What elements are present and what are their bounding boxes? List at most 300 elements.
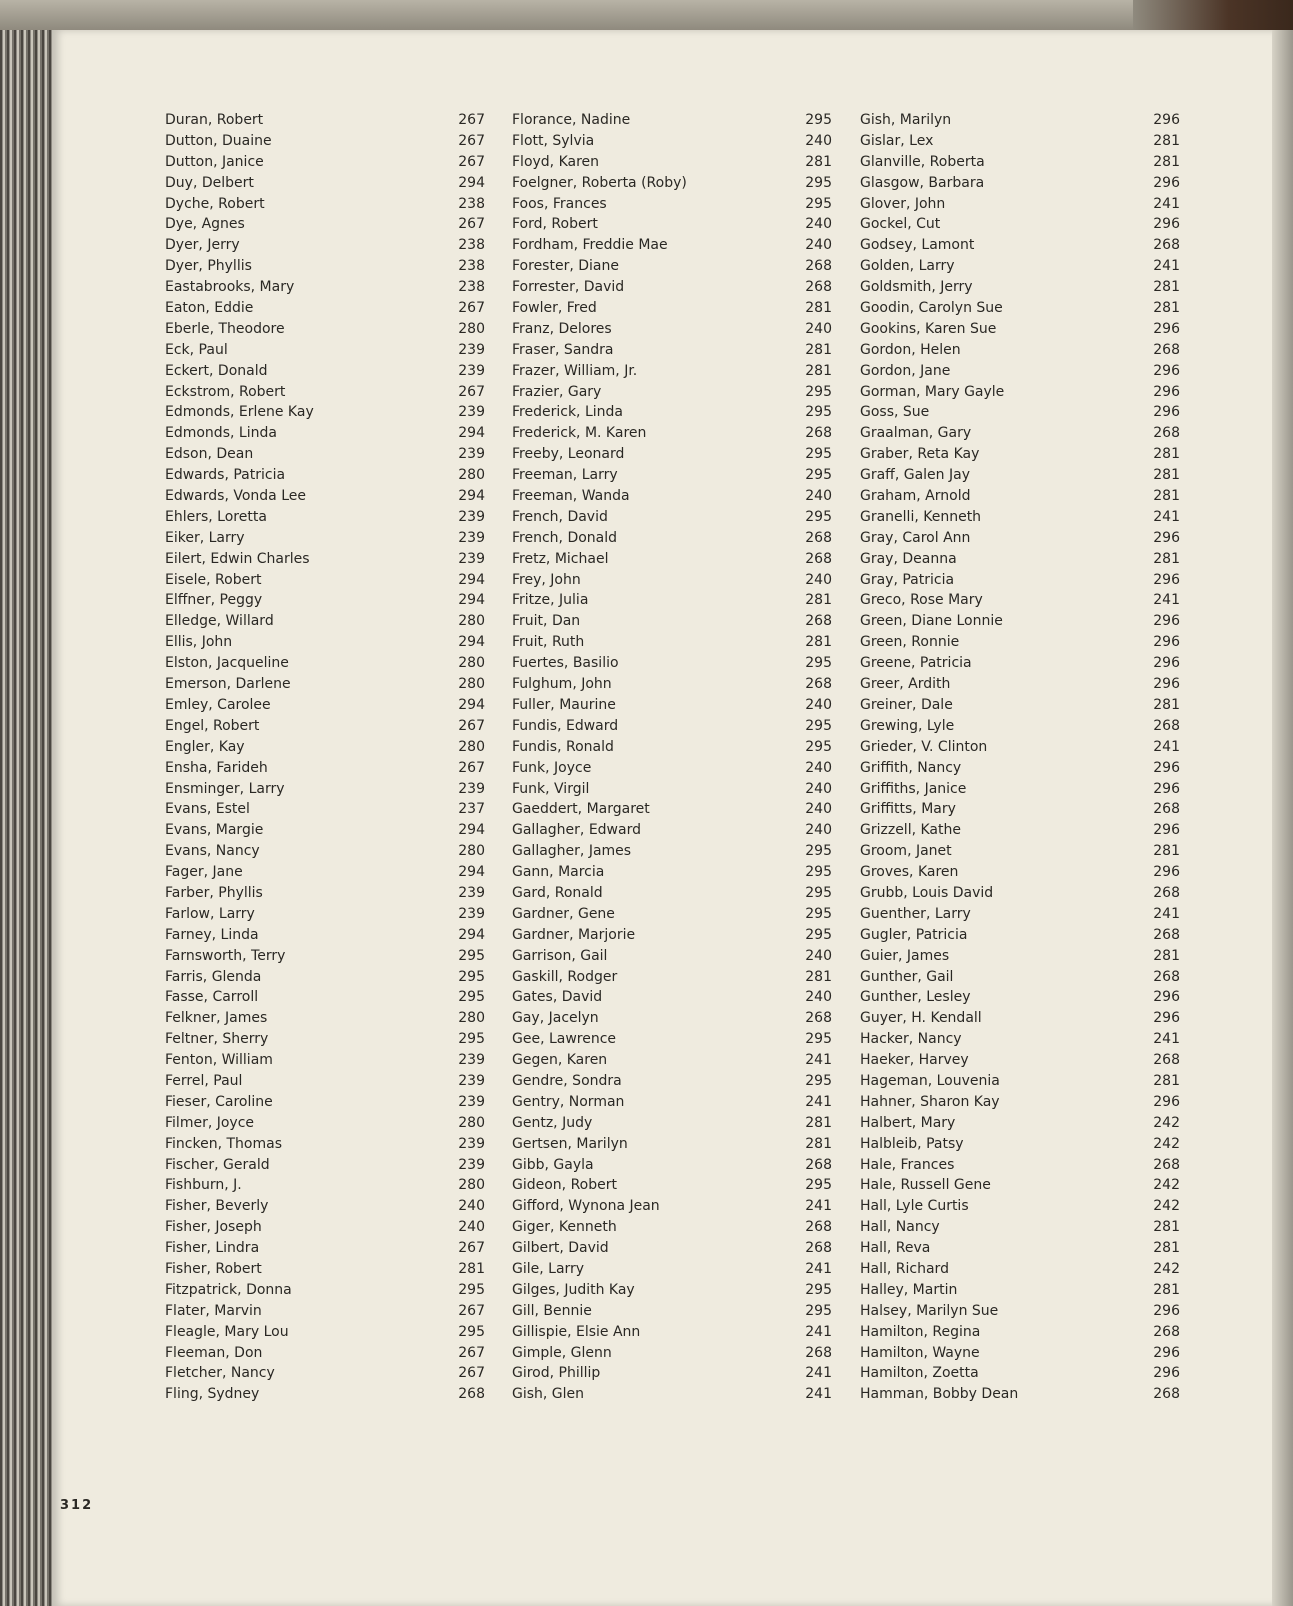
entry-page-number: 296 bbox=[1153, 655, 1180, 672]
entry-name: Gillispie, Elsie Ann bbox=[512, 1323, 641, 1340]
entry-page-number: 268 bbox=[1153, 717, 1180, 734]
entry-name: Edwards, Vonda Lee bbox=[165, 488, 306, 505]
index-entry bbox=[165, 110, 485, 131]
entry-page-number: 296 bbox=[1153, 362, 1180, 379]
entry-name: Gertsen, Marilyn bbox=[512, 1135, 628, 1152]
entry-page-number: 295 bbox=[805, 905, 832, 922]
entry-page-number: 295 bbox=[805, 383, 832, 400]
entry-name: Ensminger, Larry bbox=[165, 780, 285, 797]
index-entry bbox=[860, 967, 1180, 988]
index-entry bbox=[512, 590, 832, 611]
index-entry bbox=[512, 549, 832, 570]
entry-name: Fundis, Edward bbox=[512, 717, 619, 734]
entry-page-number: 296 bbox=[1153, 822, 1180, 839]
entry-page-number: 238 bbox=[458, 258, 485, 275]
entry-name: Freeby, Leonard bbox=[512, 446, 625, 463]
entry-page-number: 240 bbox=[458, 1198, 485, 1215]
page-number: 312 bbox=[60, 1498, 94, 1513]
index-entry bbox=[512, 758, 832, 779]
entry-name: French, Donald bbox=[512, 529, 618, 546]
entry-page-number: 267 bbox=[458, 1344, 485, 1361]
entry-page-number: 295 bbox=[458, 989, 485, 1006]
index-entry bbox=[512, 298, 832, 319]
entry-page-number: 239 bbox=[458, 404, 485, 421]
entry-page-number: 268 bbox=[1153, 341, 1180, 358]
entry-page-number: 296 bbox=[1153, 780, 1180, 797]
index-entry bbox=[860, 1384, 1180, 1405]
entry-name: Ford, Robert bbox=[512, 216, 598, 233]
entry-name: Gegen, Karen bbox=[512, 1052, 608, 1069]
entry-name: Fisher, Lindra bbox=[165, 1240, 260, 1257]
entry-name: Glover, John bbox=[860, 195, 946, 212]
entry-page-number: 280 bbox=[458, 613, 485, 630]
index-entry bbox=[165, 695, 485, 716]
index-entry bbox=[512, 1301, 832, 1322]
index-entry bbox=[512, 235, 832, 256]
index-entry bbox=[165, 1363, 485, 1384]
index-entry bbox=[512, 402, 832, 423]
index-entry bbox=[165, 256, 485, 277]
entry-page-number: 237 bbox=[458, 801, 485, 818]
index-entry bbox=[165, 925, 485, 946]
entry-page-number: 295 bbox=[805, 195, 832, 212]
index-entry bbox=[860, 1301, 1180, 1322]
entry-page-number: 296 bbox=[1153, 676, 1180, 693]
entry-name: Frey, John bbox=[512, 571, 581, 588]
entry-name: Gilges, Judith Kay bbox=[512, 1281, 635, 1298]
entry-page-number: 294 bbox=[458, 571, 485, 588]
entry-name: Gentry, Norman bbox=[512, 1093, 625, 1110]
entry-page-number: 267 bbox=[458, 383, 485, 400]
index-entry bbox=[860, 277, 1180, 298]
index-entry bbox=[512, 1092, 832, 1113]
entry-page-number: 240 bbox=[805, 132, 832, 149]
index-entry bbox=[165, 1322, 485, 1343]
book-top-edge bbox=[0, 0, 1293, 30]
index-entry bbox=[512, 361, 832, 382]
entry-name: Elledge, Willard bbox=[165, 613, 274, 630]
entry-name: Fruit, Ruth bbox=[512, 634, 585, 651]
entry-name: Glanville, Roberta bbox=[860, 153, 985, 170]
entry-page-number: 296 bbox=[1153, 634, 1180, 651]
entry-page-number: 280 bbox=[458, 467, 485, 484]
entry-name: Fling, Sydney bbox=[165, 1386, 260, 1403]
index-entry bbox=[512, 528, 832, 549]
index-entry bbox=[860, 925, 1180, 946]
entry-name: Duran, Robert bbox=[165, 112, 264, 128]
entry-page-number: 242 bbox=[1153, 1260, 1180, 1277]
index-entry bbox=[512, 152, 832, 173]
entry-page-number: 294 bbox=[458, 425, 485, 442]
index-entry bbox=[165, 1155, 485, 1176]
entry-page-number: 239 bbox=[458, 508, 485, 525]
entry-name: Grizzell, Kathe bbox=[860, 822, 961, 839]
index-entry bbox=[165, 758, 485, 779]
entry-name: Filmer, Joyce bbox=[165, 1114, 255, 1131]
entry-name: Funk, Virgil bbox=[512, 780, 590, 797]
entry-name: Eberle, Theodore bbox=[165, 320, 285, 337]
entry-page-number: 268 bbox=[805, 1344, 832, 1361]
index-column-1 bbox=[165, 110, 485, 1405]
entry-page-number: 241 bbox=[1153, 508, 1180, 525]
index-entry bbox=[165, 277, 485, 298]
entry-page-number: 268 bbox=[805, 550, 832, 567]
entry-name: Edson, Dean bbox=[165, 446, 254, 463]
entry-page-number: 296 bbox=[1153, 864, 1180, 881]
entry-name: Fager, Jane bbox=[165, 864, 243, 881]
entry-page-number: 238 bbox=[458, 195, 485, 212]
index-entry bbox=[512, 507, 832, 528]
index-entry bbox=[860, 1196, 1180, 1217]
entry-page-number: 296 bbox=[1153, 529, 1180, 546]
entry-name: Elffner, Peggy bbox=[165, 592, 263, 609]
index-entry bbox=[860, 841, 1180, 862]
entry-name: Gunther, Gail bbox=[860, 968, 954, 985]
entry-name: Gish, Marilyn bbox=[860, 112, 952, 128]
entry-page-number: 281 bbox=[1153, 696, 1180, 713]
index-entry bbox=[860, 611, 1180, 632]
entry-page-number: 281 bbox=[805, 341, 832, 358]
entry-name: Eaton, Eddie bbox=[165, 300, 254, 317]
index-entry bbox=[860, 131, 1180, 152]
entry-name: Granelli, Kenneth bbox=[860, 508, 982, 525]
index-entry bbox=[860, 1134, 1180, 1155]
entry-name: Dutton, Duaine bbox=[165, 132, 272, 149]
index-entry bbox=[860, 1175, 1180, 1196]
entry-page-number: 268 bbox=[805, 1156, 832, 1173]
entry-name: Frazer, William, Jr. bbox=[512, 362, 638, 379]
index-entry bbox=[165, 1071, 485, 1092]
index-entry bbox=[512, 946, 832, 967]
entry-page-number: 296 bbox=[1153, 1344, 1180, 1361]
entry-page-number: 240 bbox=[805, 488, 832, 505]
index-entry bbox=[860, 444, 1180, 465]
index-entry bbox=[860, 528, 1180, 549]
entry-page-number: 281 bbox=[1153, 153, 1180, 170]
index-entry bbox=[512, 1196, 832, 1217]
index-entry bbox=[860, 423, 1180, 444]
entry-name: Dyer, Phyllis bbox=[165, 258, 252, 275]
entry-page-number: 267 bbox=[458, 132, 485, 149]
index-entry bbox=[512, 716, 832, 737]
entry-name: Fraser, Sandra bbox=[512, 341, 614, 358]
entry-name: Godsey, Lamont bbox=[860, 237, 975, 254]
entry-name: Hale, Frances bbox=[860, 1156, 955, 1173]
entry-page-number: 241 bbox=[805, 1052, 832, 1069]
entry-page-number: 267 bbox=[458, 1302, 485, 1319]
entry-page-number: 295 bbox=[805, 446, 832, 463]
entry-name: Felkner, James bbox=[165, 1010, 268, 1027]
index-entry bbox=[165, 841, 485, 862]
index-entry bbox=[165, 946, 485, 967]
index-entry bbox=[860, 402, 1180, 423]
entry-page-number: 239 bbox=[458, 1052, 485, 1069]
index-entry bbox=[165, 987, 485, 1008]
entry-page-number: 281 bbox=[1153, 1240, 1180, 1257]
index-entry bbox=[165, 1029, 485, 1050]
entry-page-number: 239 bbox=[458, 1156, 485, 1173]
index-entry bbox=[512, 131, 832, 152]
index-entry bbox=[860, 904, 1180, 925]
index-entry bbox=[860, 486, 1180, 507]
index-entry bbox=[860, 1217, 1180, 1238]
entry-name: Gordon, Jane bbox=[860, 362, 951, 379]
entry-page-number: 295 bbox=[805, 738, 832, 755]
index-entry bbox=[860, 946, 1180, 967]
index-entry bbox=[165, 1259, 485, 1280]
entry-name: Griffith, Nancy bbox=[860, 759, 962, 776]
entry-name: Hahner, Sharon Kay bbox=[860, 1093, 1000, 1110]
entry-name: Eiker, Larry bbox=[165, 529, 245, 546]
entry-page-number: 294 bbox=[458, 926, 485, 943]
entry-page-number: 267 bbox=[458, 717, 485, 734]
index-entry bbox=[512, 1322, 832, 1343]
index-entry bbox=[165, 1050, 485, 1071]
entry-name: Farney, Linda bbox=[165, 926, 259, 943]
index-entry bbox=[512, 1363, 832, 1384]
index-entry bbox=[165, 1113, 485, 1134]
entry-page-number: 296 bbox=[1153, 759, 1180, 776]
entry-name: Farber, Phyllis bbox=[165, 884, 263, 901]
index-entry bbox=[165, 444, 485, 465]
entry-page-number: 281 bbox=[805, 300, 832, 317]
entry-name: Evans, Nancy bbox=[165, 843, 260, 860]
entry-name: Frazier, Gary bbox=[512, 383, 602, 400]
entry-page-number: 268 bbox=[1153, 926, 1180, 943]
entry-name: Edmonds, Erlene Kay bbox=[165, 404, 314, 421]
index-entry bbox=[860, 256, 1180, 277]
index-entry bbox=[860, 1280, 1180, 1301]
entry-page-number: 281 bbox=[1153, 1072, 1180, 1089]
index-entry bbox=[860, 507, 1180, 528]
entry-name: Goodin, Carolyn Sue bbox=[860, 300, 1003, 317]
entry-name: Floyd, Karen bbox=[512, 153, 600, 170]
entry-page-number: 239 bbox=[458, 550, 485, 567]
entry-name: Eck, Paul bbox=[165, 341, 228, 358]
index-entry bbox=[512, 1029, 832, 1050]
index-entry bbox=[860, 653, 1180, 674]
entry-page-number: 295 bbox=[805, 1072, 832, 1089]
entry-name: Fisher, Joseph bbox=[165, 1219, 262, 1236]
entry-page-number: 268 bbox=[1153, 801, 1180, 818]
entry-page-number: 295 bbox=[805, 112, 832, 128]
index-entry bbox=[860, 716, 1180, 737]
entry-page-number: 268 bbox=[1153, 1156, 1180, 1173]
index-entry bbox=[165, 131, 485, 152]
entry-name: Flater, Marvin bbox=[165, 1302, 262, 1319]
index-entry bbox=[512, 611, 832, 632]
entry-page-number: 268 bbox=[1153, 884, 1180, 901]
entry-page-number: 294 bbox=[458, 634, 485, 651]
entry-name: Fletcher, Nancy bbox=[165, 1365, 275, 1382]
entry-page-number: 240 bbox=[805, 989, 832, 1006]
entry-page-number: 294 bbox=[458, 822, 485, 839]
entry-name: Guier, James bbox=[860, 947, 950, 964]
entry-page-number: 267 bbox=[458, 216, 485, 233]
entry-page-number: 281 bbox=[1153, 550, 1180, 567]
index-entry bbox=[512, 695, 832, 716]
entry-page-number: 281 bbox=[1153, 279, 1180, 296]
index-entry bbox=[165, 1343, 485, 1364]
index-entry bbox=[860, 194, 1180, 215]
entry-name: Gendre, Sondra bbox=[512, 1072, 622, 1089]
entry-page-number: 280 bbox=[458, 738, 485, 755]
entry-name: Guenther, Larry bbox=[860, 905, 971, 922]
index-entry bbox=[860, 883, 1180, 904]
entry-name: Fisher, Beverly bbox=[165, 1198, 269, 1215]
index-entry bbox=[165, 465, 485, 486]
entry-name: Groves, Karen bbox=[860, 864, 959, 881]
index-entry bbox=[165, 173, 485, 194]
entry-page-number: 241 bbox=[805, 1323, 832, 1340]
entry-page-number: 295 bbox=[458, 1031, 485, 1048]
index-entry bbox=[165, 716, 485, 737]
entry-page-number: 267 bbox=[458, 153, 485, 170]
entry-name: Fleagle, Mary Lou bbox=[165, 1323, 289, 1340]
index-entry bbox=[860, 361, 1180, 382]
index-entry bbox=[860, 1029, 1180, 1050]
entry-name: Fischer, Gerald bbox=[165, 1156, 270, 1173]
entry-name: Girod, Phillip bbox=[512, 1365, 601, 1382]
entry-page-number: 268 bbox=[805, 676, 832, 693]
entry-name: Gimple, Glenn bbox=[512, 1344, 612, 1361]
entry-name: Florance, Nadine bbox=[512, 112, 631, 128]
entry-name: Eastabrooks, Mary bbox=[165, 279, 295, 296]
index-entry bbox=[165, 904, 485, 925]
index-entry bbox=[165, 611, 485, 632]
entry-name: Hall, Nancy bbox=[860, 1219, 940, 1236]
entry-name: Eisele, Robert bbox=[165, 571, 262, 588]
index-entry bbox=[512, 1384, 832, 1405]
index-entry bbox=[512, 925, 832, 946]
index-entry bbox=[165, 1301, 485, 1322]
entry-name: Fruit, Dan bbox=[512, 613, 581, 630]
entry-page-number: 242 bbox=[1153, 1198, 1180, 1215]
index-entry bbox=[512, 799, 832, 820]
index-entry bbox=[860, 298, 1180, 319]
index-entry bbox=[860, 1238, 1180, 1259]
index-entry bbox=[860, 695, 1180, 716]
entry-page-number: 294 bbox=[458, 696, 485, 713]
entry-page-number: 295 bbox=[805, 1302, 832, 1319]
entry-page-number: 242 bbox=[1153, 1114, 1180, 1131]
entry-name: Gile, Larry bbox=[512, 1260, 585, 1277]
entry-page-number: 241 bbox=[1153, 1031, 1180, 1048]
entry-page-number: 267 bbox=[458, 759, 485, 776]
entry-name: Gorman, Mary Gayle bbox=[860, 383, 1005, 400]
entry-page-number: 281 bbox=[1153, 446, 1180, 463]
entry-name: Graham, Arnold bbox=[860, 488, 971, 505]
entry-page-number: 267 bbox=[458, 300, 485, 317]
entry-name: Gookins, Karen Sue bbox=[860, 320, 997, 337]
entry-name: Emley, Carolee bbox=[165, 696, 271, 713]
entry-name: Grubb, Louis David bbox=[860, 884, 994, 901]
entry-name: Gislar, Lex bbox=[860, 132, 934, 149]
entry-page-number: 239 bbox=[458, 446, 485, 463]
entry-name: Gideon, Robert bbox=[512, 1177, 617, 1194]
entry-name: Evans, Estel bbox=[165, 801, 250, 818]
entry-page-number: 240 bbox=[805, 822, 832, 839]
entry-page-number: 241 bbox=[1153, 592, 1180, 609]
index-entry bbox=[512, 1071, 832, 1092]
entry-name: Gay, Jacelyn bbox=[512, 1010, 599, 1027]
entry-name: Ellis, John bbox=[165, 634, 233, 651]
entry-name: Gard, Ronald bbox=[512, 884, 603, 901]
entry-page-number: 268 bbox=[805, 529, 832, 546]
entry-page-number: 296 bbox=[1153, 174, 1180, 191]
entry-page-number: 238 bbox=[458, 237, 485, 254]
entry-page-number: 241 bbox=[805, 1386, 832, 1403]
entry-name: Farnsworth, Terry bbox=[165, 947, 286, 964]
entry-name: Frederick, M. Karen bbox=[512, 425, 647, 442]
entry-name: Hageman, Louvenia bbox=[860, 1072, 1000, 1089]
entry-page-number: 295 bbox=[805, 655, 832, 672]
entry-name: French, David bbox=[512, 508, 608, 525]
entry-page-number: 294 bbox=[458, 488, 485, 505]
index-entry bbox=[860, 152, 1180, 173]
entry-name: Fincken, Thomas bbox=[165, 1135, 282, 1152]
entry-name: Eckert, Donald bbox=[165, 362, 268, 379]
entry-name: Dyer, Jerry bbox=[165, 237, 240, 254]
entry-name: Guyer, H. Kendall bbox=[860, 1010, 982, 1027]
index-entry bbox=[165, 799, 485, 820]
entry-page-number: 241 bbox=[805, 1365, 832, 1382]
entry-name: Frederick, Linda bbox=[512, 404, 623, 421]
entry-page-number: 280 bbox=[458, 1114, 485, 1131]
entry-page-number: 296 bbox=[1153, 216, 1180, 233]
entry-name: Haeker, Harvey bbox=[860, 1052, 969, 1069]
entry-name: Greco, Rose Mary bbox=[860, 592, 983, 609]
entry-page-number: 268 bbox=[805, 613, 832, 630]
entry-name: Dye, Agnes bbox=[165, 216, 245, 233]
entry-name: Goss, Sue bbox=[860, 404, 930, 421]
entry-page-number: 280 bbox=[458, 655, 485, 672]
index-entry bbox=[860, 235, 1180, 256]
entry-name: Green, Ronnie bbox=[860, 634, 960, 651]
entry-page-number: 239 bbox=[458, 1072, 485, 1089]
index-entry bbox=[860, 779, 1180, 800]
entry-name: Graff, Galen Jay bbox=[860, 467, 970, 484]
entry-page-number: 267 bbox=[458, 1365, 485, 1382]
entry-page-number: 268 bbox=[1153, 1323, 1180, 1340]
index-entry bbox=[860, 862, 1180, 883]
index-entry bbox=[860, 987, 1180, 1008]
entry-page-number: 295 bbox=[805, 717, 832, 734]
index-column-3 bbox=[860, 110, 1180, 1405]
entry-name: Eilert, Edwin Charles bbox=[165, 550, 310, 567]
entry-page-number: 296 bbox=[1153, 404, 1180, 421]
entry-name: Griffiths, Janice bbox=[860, 780, 967, 797]
index-entry bbox=[860, 110, 1180, 131]
index-entry bbox=[860, 1259, 1180, 1280]
entry-page-number: 295 bbox=[805, 467, 832, 484]
entry-name: Fowler, Fred bbox=[512, 300, 597, 317]
entry-page-number: 240 bbox=[805, 759, 832, 776]
entry-page-number: 280 bbox=[458, 676, 485, 693]
entry-name: Gray, Patricia bbox=[860, 571, 955, 588]
entry-page-number: 268 bbox=[805, 279, 832, 296]
entry-page-number: 239 bbox=[458, 529, 485, 546]
entry-page-number: 295 bbox=[805, 508, 832, 525]
entry-name: Freeman, Larry bbox=[512, 467, 618, 484]
index-entry bbox=[165, 486, 485, 507]
entry-page-number: 268 bbox=[1153, 425, 1180, 442]
entry-page-number: 268 bbox=[1153, 1386, 1180, 1403]
entry-page-number: 239 bbox=[458, 362, 485, 379]
entry-name: Gallagher, Edward bbox=[512, 822, 641, 839]
index-entry bbox=[512, 987, 832, 1008]
entry-name: Gaskill, Rodger bbox=[512, 968, 618, 985]
